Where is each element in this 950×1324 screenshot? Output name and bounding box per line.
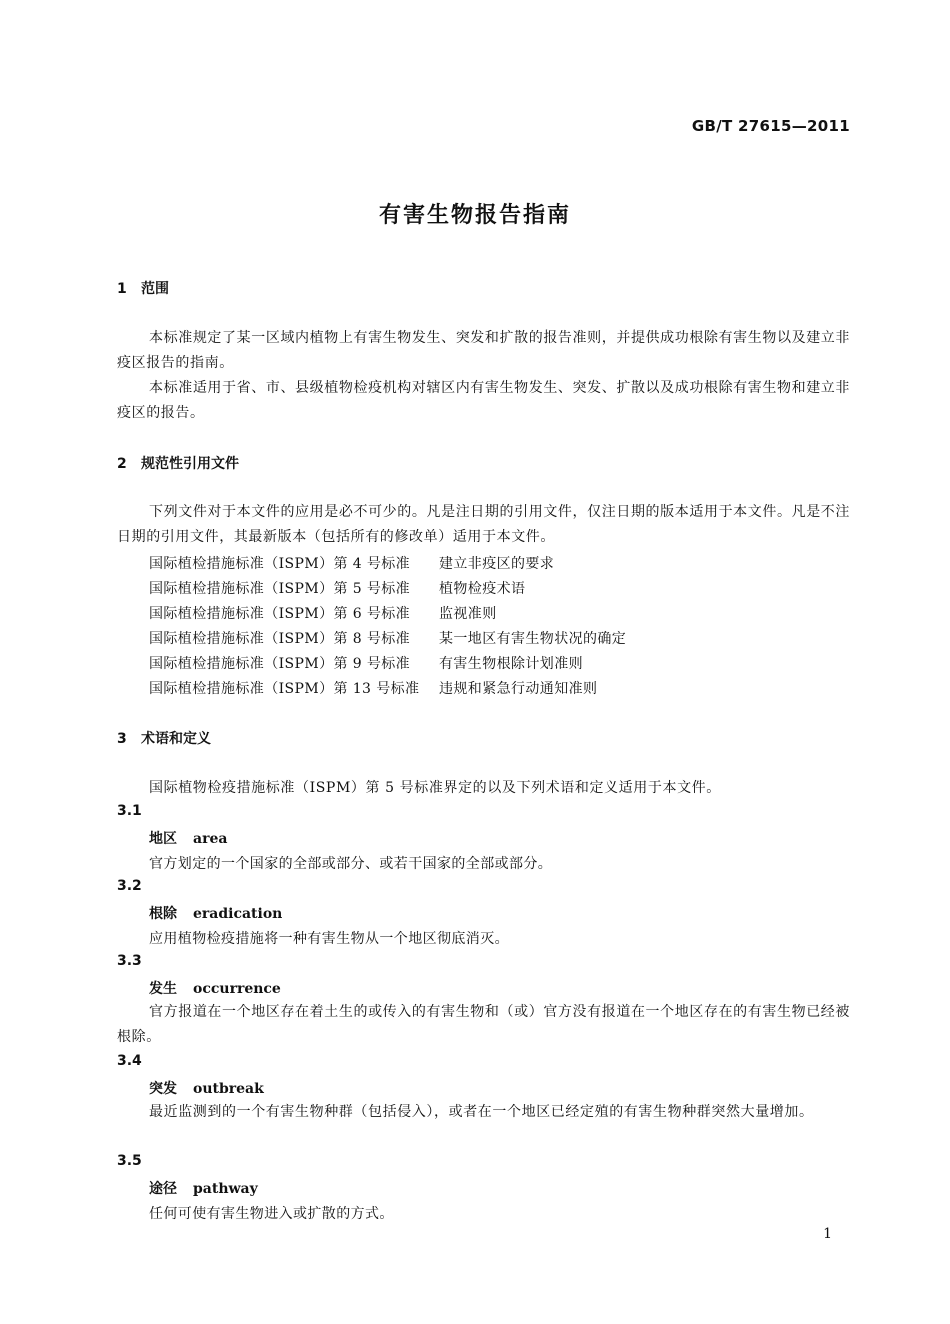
term-definition: 应用植物检疫措施将一种有害生物从一个地区彻底消灭。 [149,931,509,947]
clause-number: 3.2 [117,878,142,894]
reference-name: 植物检疫术语 [439,581,526,597]
term-chinese: 发生 [149,981,177,997]
reference-name: 有害生物根除计划准则 [439,656,583,672]
term-english: pathway [193,1181,258,1197]
reference-name: 某一地区有害生物状况的确定 [439,631,627,647]
term-entry [149,1078,264,1098]
term-english: outbreak [193,1081,264,1097]
clause-number: 3.1 [117,803,142,819]
term-english: occurrence [193,981,281,997]
section-1-heading [117,278,169,298]
term-definition: 任何可使有害生物进入或扩散的方式。 [149,1206,394,1222]
term-entry [149,903,282,923]
term-english: eradication [193,906,283,922]
reference-item [149,603,497,623]
section-title: 规范性引用文件 [141,456,239,472]
term-entry [149,978,281,998]
section-3-intro: 国际植物检疫措施标准（ISPM）第 5 号标准界定的以及下列术语和定义适用于本文件。 [149,780,721,796]
term-chinese: 突发 [149,1081,177,1097]
reference-name: 建立非疫区的要求 [439,556,555,572]
term-chinese: 途径 [149,1181,177,1197]
reference-standard: 国际植检措施标准（ISPM）第 13 号标准 [149,681,420,697]
section-1-paragraph-1: 本标准规定了某一区域内植物上有害生物发生、突发和扩散的报告准则，并提供成功根除有害生物以及建立非疫区报告的指南。 [117,330,850,371]
reference-item [149,578,525,598]
document-title: 有害生物报告指南 [378,203,571,228]
reference-name: 监视准则 [439,606,497,622]
reference-standard: 国际植检措施标准（ISPM）第 6 号标准 [149,606,411,622]
reference-standard: 国际植检措施标准（ISPM）第 8 号标准 [149,631,411,647]
term-entry [149,828,227,848]
reference-name: 违规和紧急行动通知准则 [439,681,598,697]
section-2-heading [117,453,239,473]
clause-number: 3.4 [117,1053,142,1069]
section-number: 2 [117,456,127,472]
term-definition: 官方划定的一个国家的全部或部分、或若干国家的全部或部分。 [149,856,553,872]
clause-number: 3.5 [117,1153,142,1169]
section-1-paragraph-2: 本标准适用于省、市、县级植物检疫机构对辖区内有害生物发生、突发、扩散以及成功根除有害生物和建立非疫区的报告。 [117,380,850,421]
reference-item [149,628,626,648]
page-number: 1 [823,1226,832,1242]
term-chinese: 根除 [149,906,177,922]
section-3-heading [117,728,211,748]
section-title: 范围 [141,281,169,297]
section-number: 3 [117,731,127,747]
term-chinese: 地区 [149,831,177,847]
section-number: 1 [117,281,127,297]
term-english: area [193,831,228,847]
standard-code: GB/T 27615—2011 [691,117,850,135]
section-2-intro: 下列文件对于本文件的应用是必不可少的。凡是注日期的引用文件，仅注日期的版本适用于本文件。凡是不注日期的引用文件，其最新版本（包括所有的修改单）适用于本文件。 [117,504,850,545]
reference-standard: 国际植检措施标准（ISPM）第 4 号标准 [149,556,411,572]
term-definition: 官方报道在一个地区存在着土生的或传入的有害生物和（或）官方没有报道在一个地区存在的有害生物已经被根除。 [117,1004,850,1045]
clause-number: 3.3 [117,953,142,969]
reference-item [149,553,554,573]
term-definition: 最近监测到的一个有害生物种群（包括侵入），或者在一个地区已经定殖的有害生物种群突然大量增加。 [149,1104,814,1120]
reference-standard: 国际植检措施标准（ISPM）第 9 号标准 [149,656,411,672]
reference-item [149,653,583,673]
reference-standard: 国际植检措施标准（ISPM）第 5 号标准 [149,581,411,597]
section-title: 术语和定义 [141,731,211,747]
reference-item [149,678,597,698]
term-entry [149,1178,258,1198]
